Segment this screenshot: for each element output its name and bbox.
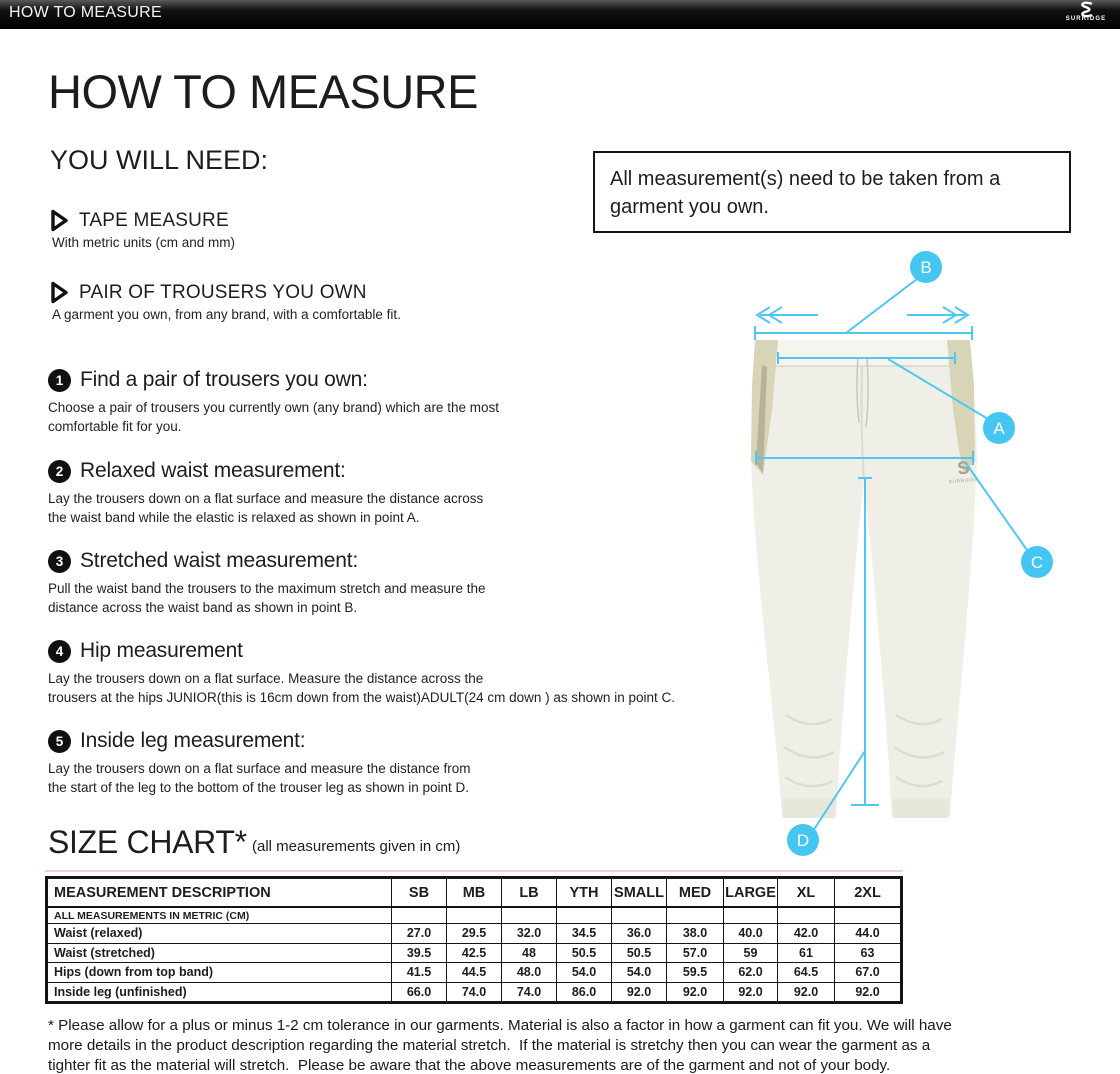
empty-cell (502, 907, 557, 924)
point-b-marker (910, 251, 942, 283)
measurement-value: 63 (835, 943, 902, 963)
measurement-label: Hips (down from top band) (47, 963, 392, 983)
measurement-value: 54.0 (557, 963, 612, 983)
step-4 (48, 639, 675, 707)
measurement-value: 41.5 (392, 963, 447, 983)
need-item-trousers (50, 281, 401, 322)
trousers-diagram (740, 245, 1080, 865)
empty-cell (392, 907, 447, 924)
measurement-value: 42.5 (447, 943, 502, 963)
measurement-value: 40.0 (724, 924, 778, 944)
measurement-label: Inside leg (unfinished) (47, 982, 392, 1003)
measurement-value: 92.0 (667, 982, 724, 1003)
measurement-value: 57.0 (667, 943, 724, 963)
you-will-need-heading: YOU WILL NEED: (50, 145, 269, 175)
measurement-value: 92.0 (835, 982, 902, 1003)
step-body: Pull the waist band the trousers to the maximum stretch and measure the distance across the waist band as shown in point B. (48, 581, 486, 615)
step-5 (48, 729, 470, 797)
measurement-value: 27.0 (392, 924, 447, 944)
footnote-line: * Please allow for a plus or minus 1-2 cm tolerance in our garments. Material is also a factor in how a garment can fit you. We will have (48, 1017, 952, 1034)
brand-name: SURRIDGE (1065, 16, 1107, 22)
garment-logo-text: SURRIDGE (948, 477, 980, 486)
size-chart-subheading: (all measurements given in cm) (252, 838, 461, 855)
size-chart-table (45, 876, 903, 1004)
step-body: Choose a pair of trousers you currently own (any brand) which are the most comfortable fit for you. (48, 400, 499, 434)
need-item-tape-measure (50, 209, 235, 250)
size-chart-column-header: XL (778, 878, 835, 908)
note-box (593, 151, 1071, 233)
measurement-value: 74.0 (502, 982, 557, 1003)
step-number-badge: 2 (48, 460, 71, 483)
measurement-value: 32.0 (502, 924, 557, 944)
measurement-value: 50.5 (612, 943, 667, 963)
measurement-value: 61 (778, 943, 835, 963)
measurement-value: 42.0 (778, 924, 835, 944)
measurement-value: 59 (724, 943, 778, 963)
measurement-value: 74.0 (447, 982, 502, 1003)
size-chart-divider (45, 870, 903, 872)
measurement-value: 48 (502, 943, 557, 963)
need-item-title: TAPE MEASURE (79, 209, 229, 231)
measurement-value: 54.0 (612, 963, 667, 983)
measurement-value: 86.0 (557, 982, 612, 1003)
measurement-value: 92.0 (612, 982, 667, 1003)
measurement-label: Waist (stretched) (47, 943, 392, 963)
step-body: Lay the trousers down on a flat surface and measure the distance from the start of the leg to the bottom of the trouser leg as shown in point D. (48, 761, 471, 795)
step-body: Lay the trousers down on a flat surface. Measure the distance across the trousers at the hips JUNIOR(this is 16cm down from the waist)ADULT(24 cm down ) as shown in point C. (48, 671, 675, 705)
measurement-value: 29.5 (447, 924, 502, 944)
empty-cell (667, 907, 724, 924)
step-number-badge: 5 (48, 730, 71, 753)
need-item-subtitle: With metric units (cm and mm) (52, 235, 236, 250)
step-number-badge: 4 (48, 640, 71, 663)
need-item-title: PAIR OF TROUSERS YOU OWN (79, 281, 367, 303)
size-chart-column-header: MED (667, 878, 724, 908)
size-chart-row (47, 924, 902, 944)
metric-row-label: ALL MEASUREMENTS IN METRIC (CM) (47, 907, 392, 924)
svg-text:B: B (920, 258, 932, 277)
step-3 (48, 549, 485, 617)
point-d-marker (787, 824, 819, 856)
empty-cell (612, 907, 667, 924)
step-1 (48, 368, 499, 436)
footnote-line: more details in the product description regarding the material stretch. If the material is stretchy then you can wear the garment as a (48, 1037, 931, 1054)
page-title: HOW TO MEASURE (48, 65, 478, 118)
measurement-value: 92.0 (724, 982, 778, 1003)
size-chart-column-header: SB (392, 878, 447, 908)
step-title: Hip measurement (80, 639, 243, 662)
size-chart-column-header: LARGE (724, 878, 778, 908)
measurement-value: 67.0 (835, 963, 902, 983)
svg-text:C: C (1030, 553, 1044, 572)
svg-text:A: A (993, 419, 1005, 438)
need-item-subtitle: A garment you own, from any brand, with a comfortable fit. (52, 307, 401, 322)
size-chart-header-row (47, 878, 902, 908)
top-bar (0, 0, 1120, 29)
measurement-value: 50.5 (557, 943, 612, 963)
play-triangle-icon (50, 209, 69, 232)
step-body: Lay the trousers down on a flat surface and measure the distance across the waist band while the elastic is relaxed as shown in point A. (48, 491, 484, 525)
measurement-value: 64.5 (778, 963, 835, 983)
measurement-value: 38.0 (667, 924, 724, 944)
empty-cell (835, 907, 902, 924)
step-title: Stretched waist measurement: (80, 549, 359, 572)
empty-cell (778, 907, 835, 924)
size-chart-column-header: LB (502, 878, 557, 908)
measurement-value: 48.0 (502, 963, 557, 983)
size-chart-row (47, 982, 902, 1003)
note-line: garment you own. (610, 195, 769, 218)
measurement-value: 44.0 (835, 924, 902, 944)
garment-logo-s: S (956, 457, 971, 479)
measurement-value: 59.5 (667, 963, 724, 983)
size-chart-row (47, 963, 902, 983)
step-title: Inside leg measurement: (80, 729, 306, 752)
empty-cell (724, 907, 778, 924)
play-triangle-icon (50, 281, 69, 304)
empty-cell (557, 907, 612, 924)
empty-cell (447, 907, 502, 924)
measurement-value: 44.5 (447, 963, 502, 983)
step-title: Find a pair of trousers you own: (80, 368, 368, 391)
size-chart-column-header: SMALL (612, 878, 667, 908)
step-title: Relaxed waist measurement: (80, 459, 346, 482)
step-2 (48, 459, 483, 527)
step-number-badge: 3 (48, 550, 71, 573)
point-c-marker (1021, 546, 1053, 578)
size-chart-column-header: MB (447, 878, 502, 908)
note-line: All measurement(s) need to be taken from a (610, 168, 1001, 190)
size-chart-metric-row (47, 907, 902, 924)
size-chart-column-header: MEASUREMENT DESCRIPTION (47, 878, 392, 908)
size-chart-column-header: YTH (557, 878, 612, 908)
size-chart-heading: SIZE CHART* (48, 824, 247, 860)
point-a-marker (983, 412, 1015, 444)
footnote (48, 1016, 952, 1074)
measurement-label: Waist (relaxed) (47, 924, 392, 944)
measurement-value: 62.0 (724, 963, 778, 983)
top-bar-title: HOW TO MEASURE (9, 4, 162, 21)
svg-text:D: D (796, 831, 810, 850)
footnote-line: tighter fit as the material will stretch. Please be aware that the above measurements are of the garment and not of your body. (48, 1057, 891, 1074)
brand-logo (1064, 1, 1108, 22)
measurement-value: 92.0 (778, 982, 835, 1003)
size-chart-column-header: 2XL (835, 878, 902, 908)
size-chart-row (47, 943, 902, 963)
measurement-value: 34.5 (557, 924, 612, 944)
measurement-value: 39.5 (392, 943, 447, 963)
measurement-value: 66.0 (392, 982, 447, 1003)
step-number-badge: 1 (48, 369, 71, 392)
measurement-value: 36.0 (612, 924, 667, 944)
